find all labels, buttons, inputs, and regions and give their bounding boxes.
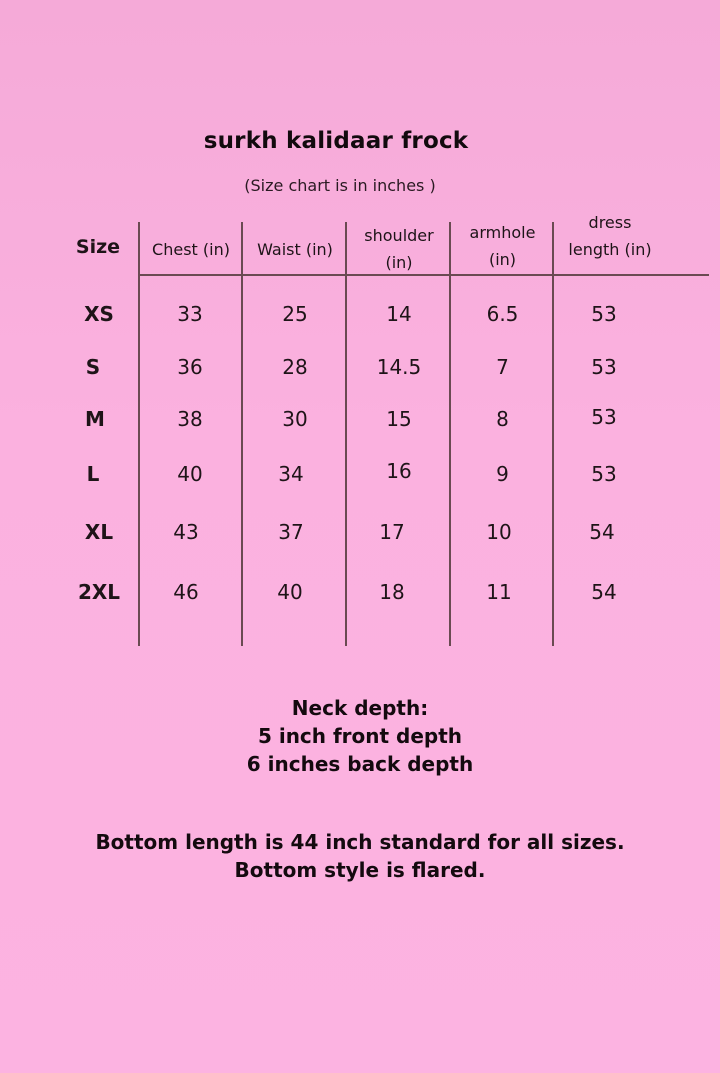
cell-shoulder: 14 (386, 302, 412, 326)
cell-size: M (85, 407, 105, 431)
header-waist (243, 236, 347, 263)
header-dress-length (554, 209, 666, 263)
header-armhole-line2: (in) (488, 250, 517, 269)
header-dress-length-line2: length (in) (568, 240, 652, 259)
cell-size: L (86, 462, 100, 486)
cell-chest: 43 (173, 520, 199, 544)
cell-chest: 38 (177, 407, 203, 431)
cell-armhole: 8 (496, 407, 509, 431)
chart-subtitle: (Size chart is in inches ) (244, 176, 436, 195)
cell-shoulder: 17 (379, 520, 405, 544)
header-chest-label: Chest (in) (152, 240, 230, 259)
chart-title: surkh kalidaar frock (203, 128, 469, 154)
cell-chest: 46 (173, 580, 199, 604)
cell-waist: 37 (278, 520, 304, 544)
cell-size: 2XL (77, 580, 121, 604)
cell-armhole: 9 (496, 462, 509, 486)
cell-size: XL (84, 520, 114, 544)
neck-depth-heading: Neck depth: (291, 696, 429, 720)
cell-waist: 25 (282, 302, 308, 326)
size-table (60, 208, 660, 648)
cell-armhole: 11 (486, 580, 512, 604)
cell-chest: 33 (177, 302, 203, 326)
cell-dress-length: 54 (589, 520, 615, 544)
cell-armhole: 6.5 (486, 302, 519, 326)
cell-chest: 36 (177, 355, 203, 379)
cell-shoulder: 15 (386, 407, 412, 431)
cell-shoulder: 16 (386, 459, 412, 483)
cell-dress-length: 53 (591, 462, 617, 486)
bottom-style-text: Bottom style is flared. (234, 858, 486, 882)
cell-armhole: 10 (486, 520, 512, 544)
cell-dress-length: 53 (591, 355, 617, 379)
header-armhole-line1: armhole (469, 223, 536, 242)
cell-chest: 40 (177, 462, 203, 486)
header-size (60, 236, 136, 258)
cell-shoulder: 18 (379, 580, 405, 604)
header-dress-length-line1: dress (588, 213, 632, 232)
cell-dress-length: 54 (591, 580, 617, 604)
cell-size: S (85, 355, 101, 379)
header-shoulder (347, 222, 451, 276)
neck-back-depth: 6 inches back depth (246, 752, 474, 776)
bottom-length-text: Bottom length is 44 inch standard for all sizes. (95, 830, 625, 854)
cell-waist: 30 (282, 407, 308, 431)
neck-front-depth: 5 inch front depth (257, 724, 463, 748)
cell-shoulder: 14.5 (376, 355, 422, 379)
neck-depth-note (0, 694, 720, 778)
cell-waist: 28 (282, 355, 308, 379)
cell-armhole: 7 (496, 355, 509, 379)
header-armhole (451, 219, 554, 273)
bottom-note (0, 828, 720, 884)
cell-waist: 34 (278, 462, 304, 486)
cell-dress-length: 53 (591, 302, 617, 326)
cell-waist: 40 (277, 580, 303, 604)
header-size-label: Size (75, 236, 121, 258)
cell-dress-length: 53 (591, 405, 617, 429)
cell-size: XS (84, 302, 114, 326)
header-waist-label: Waist (in) (257, 240, 333, 259)
header-shoulder-line1: shoulder (364, 226, 434, 245)
header-shoulder-line2: (in) (385, 253, 413, 272)
header-chest (140, 236, 242, 263)
